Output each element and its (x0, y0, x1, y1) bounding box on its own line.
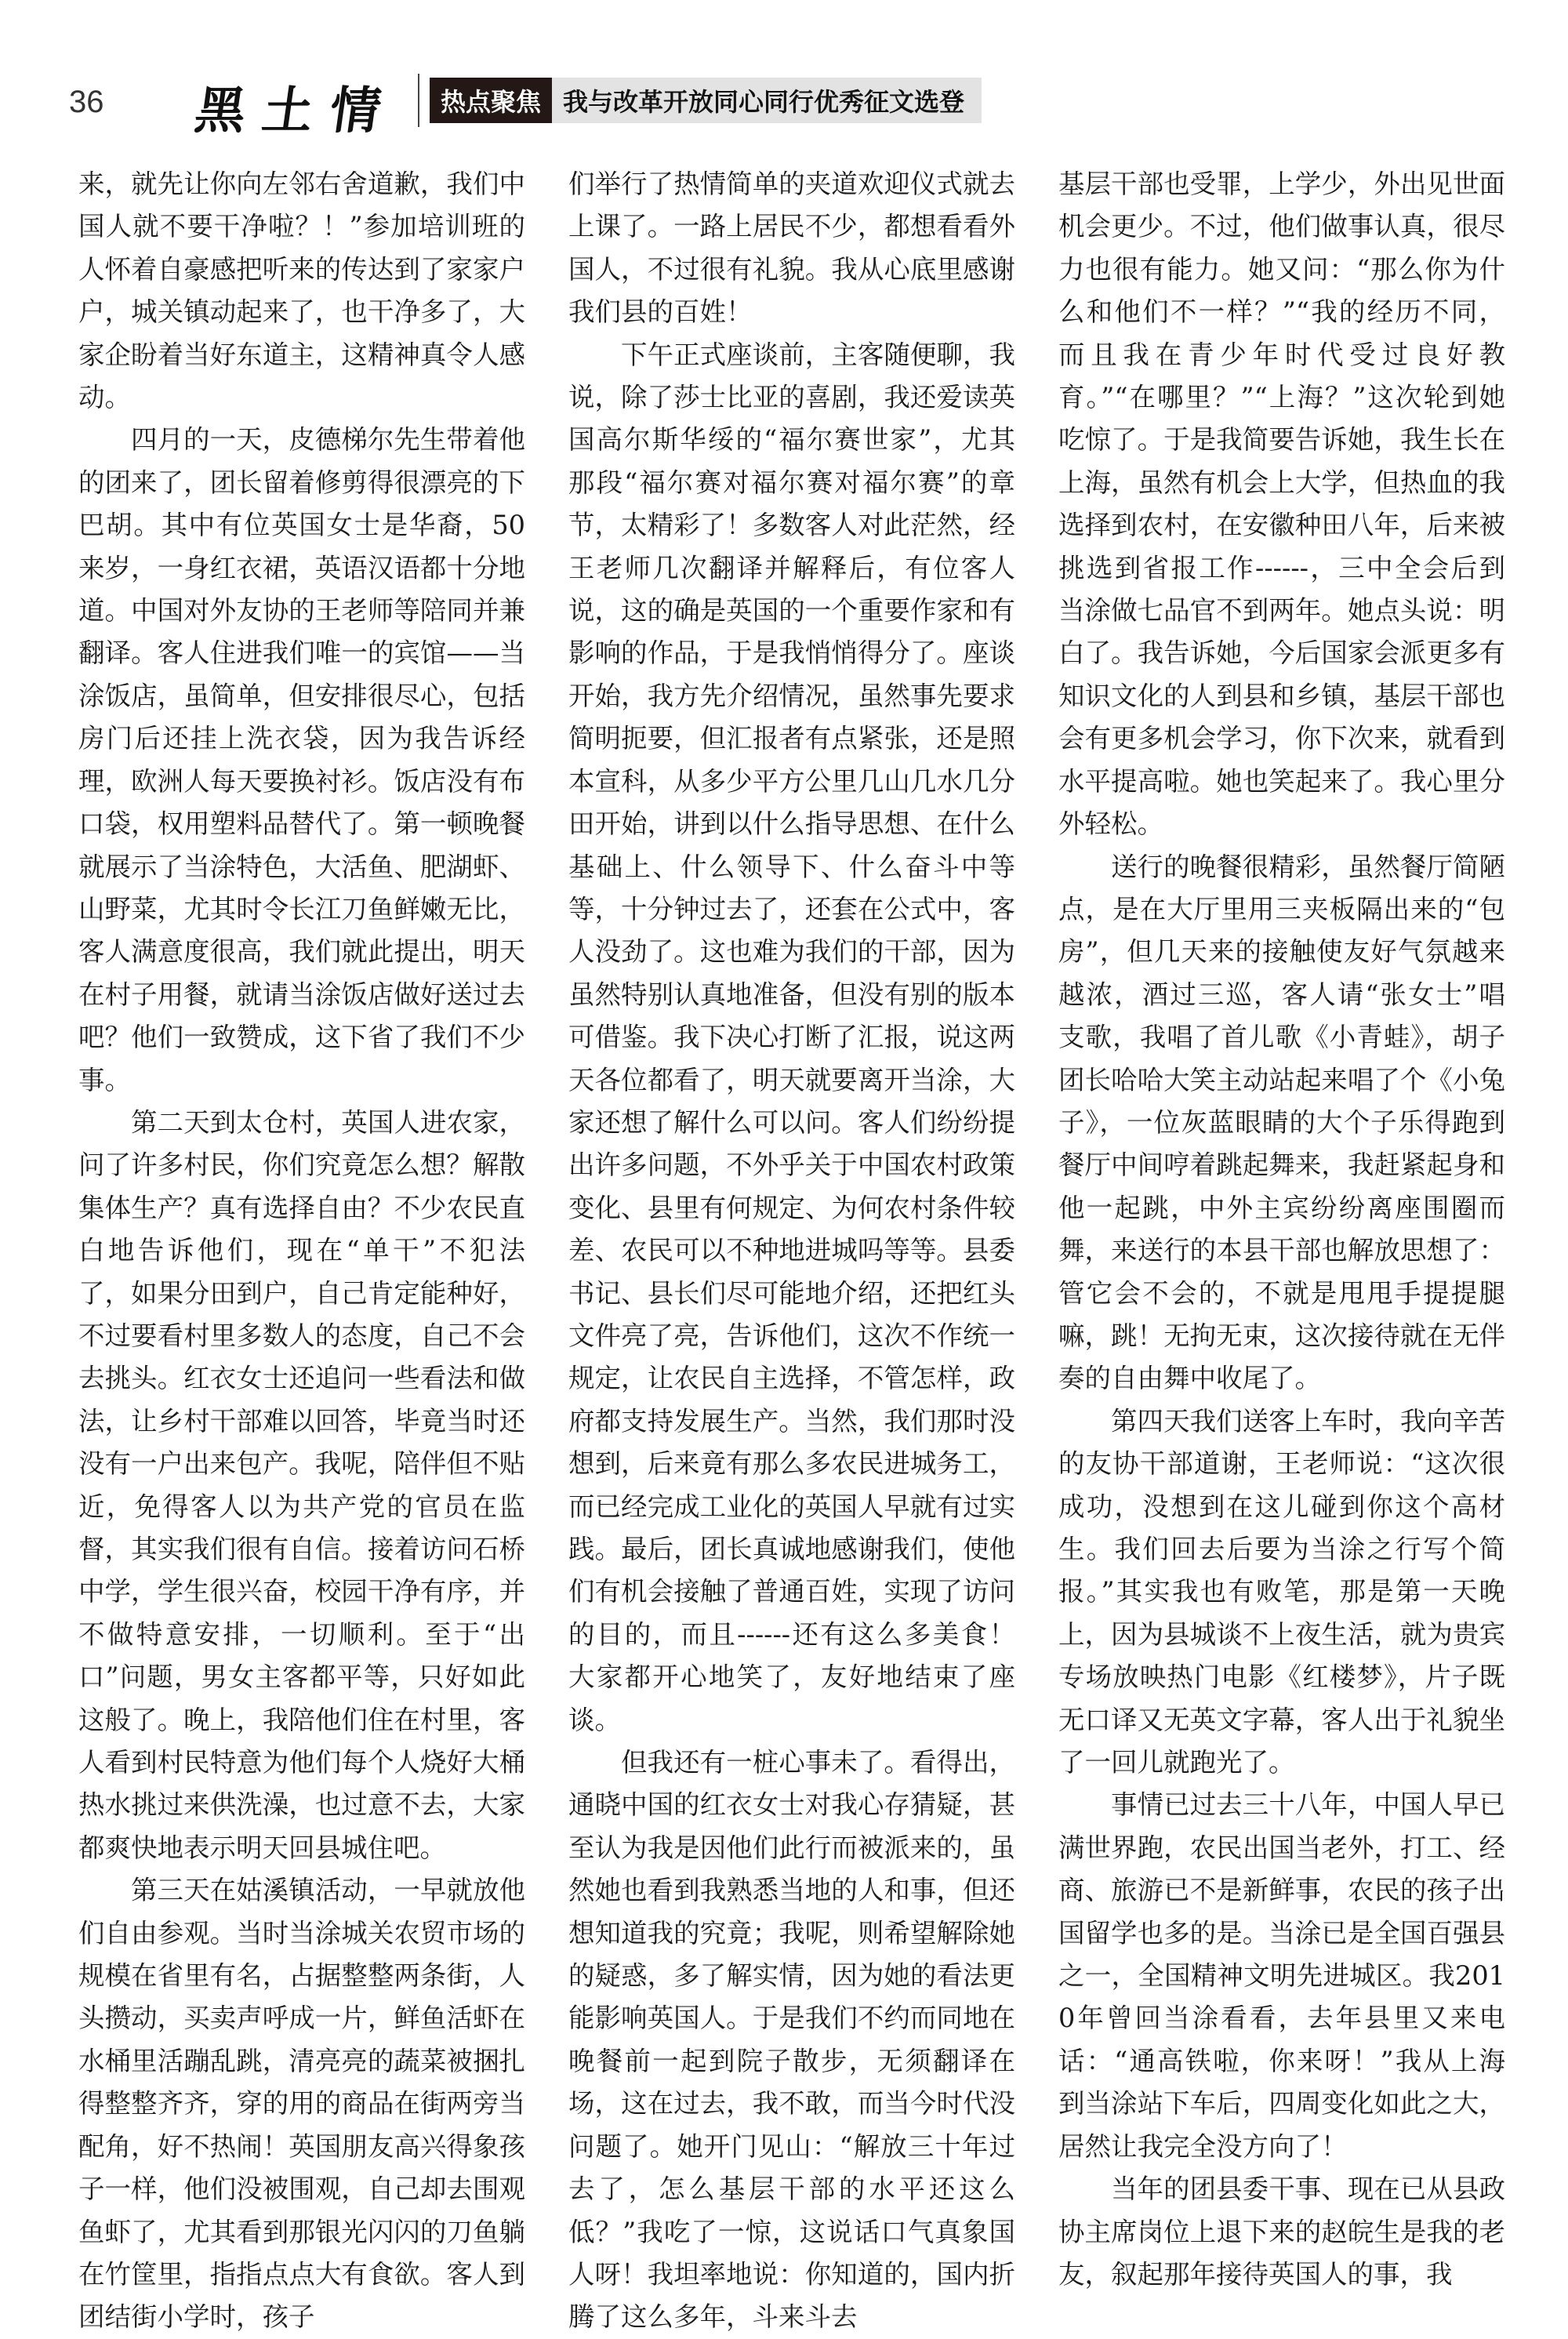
paragraph: 第四天我们送客上车时，我向辛苦的友协干部道谢，王老师说：“这次很成功，没想到在这儿碰到你这个高材生。我们回去后要为当涂之行写个简报。”其实我也有败笔，那是第一天晚上，因为县城谈不上夜生活，就为贵宾专场放映热门电影《红楼梦》，片子既无口译又无英文字幕，客人出于礼貌坐了一回儿就跑光了。 (1058, 1405, 1505, 1778)
paragraph: 来，就先让你向左邻右舍道歉，我们中国人就不要干净啦？！”参加培训班的人怀着自豪感把听来的传达到了家家户户，城关镇动起来了，也干净多了，大家企盼着当好东道主，这精神真令人感动。 (78, 169, 525, 413)
article-column-2 (568, 163, 1015, 2333)
paragraph: 第三天在姑溪镇活动，一早就放他们自由参观。当时当涂城关农贸市场的规模在省里有名，占据整整两条街，人头攒动，买卖声呼成一片，鲜鱼活虾在水桶里活蹦乱跳，清亮亮的蔬菜被捆扎得整整齐齐，穿的用的商品在街两旁当配角，好不热闹！英国朋友高兴得象孩子一样，他们没被围观，自己却去围观鱼虾了，尤其看到那银光闪闪的刀鱼躺在竹筐里，指指点点大有食欲。客人到团结街小学时，孩子 (78, 1875, 525, 2333)
paragraph: 送行的晚餐很精彩，虽然餐厅简陋点，是在大厅里用三夹板隔出来的“包房”，但几天来的接触使友好气氛越来越浓，酒过三巡，客人请“张女士”唱支歌，我唱了首儿歌《小青蛙》，胡子团长哈哈大笑主动站起来唱了个《小兔子》，一位灰蓝眼睛的大个子乐得跑到餐厅中间哼着跳起舞来，我赶紧起身和他一起跳，中外主宾纷纷离座围圈而舞，来送行的本县干部也解放思想了：管它会不会的，不就是甩甩手提提腿嘛，跳！无拘无束，这次接待就在无伴奏的自由舞中收尾了。 (1058, 851, 1505, 1394)
header-divider (418, 74, 419, 127)
paragraph: 们举行了热情简单的夹道欢迎仪式就去上课了。一路上居民不少，都想看看外国人，不过很有礼貌。我从心底里感谢我们县的百姓！ (568, 169, 1015, 328)
paragraph: 第二天到太仓村，英国人进农家，问了许多村民，你们究竟怎么想？解散集体生产？真有选择自由？不少农民直白地告诉他们，现在“单干”不犯法了，如果分田到户，自己肯定能种好，不过要看村里多数人的态度，自己不会去挑头。红衣女士还追问一些看法和做法，让乡村干部难以回答，毕竟当时还没有一户出来包产。我呢，陪伴但不贴近，免得客人以为共产党的官员在监督，其实我们很有自信。接着访问石桥中学，学生很兴奋，校园干净有序，并不做特意安排，一切顺利。至于“出口”问题，男女主客都平等，只好如此这般了。晚上，我陪他们住在村里，客人看到村民特意为他们每个人烧好大桶热水挑过来供洗澡，也过意不去，大家都爽快地表示明天回县城住吧。 (78, 1106, 525, 1863)
page-header (0, 0, 1568, 149)
article-column-1 (78, 163, 525, 2333)
section-banner (430, 78, 982, 123)
article-column-3 (1058, 163, 1505, 2290)
paragraph: 事情已过去三十八年，中国人早已满世界跑，农民出国当老外，打工、经商、旅游已不是新鲜事，农民的孩子出国留学也多的是。当涂已是全国百强县之一，全国精神文明先进城区。我2010年曾回当涂看看，去年县里又来电话：“通高铁啦，你来呀！”我从上海到当涂站下车后，四周变化如此之大，居然让我完全没方向了！ (1058, 1789, 1505, 2162)
magazine-logo: 黑土情 (191, 82, 402, 140)
paragraph: 当年的团县委干事、现在已从县政协主席岗位上退下来的赵皖生是我的老友，叙起那年接待英国人的事，我 (1058, 2174, 1505, 2290)
article-body (78, 163, 1505, 2333)
paragraph: 四月的一天，皮德梯尔先生带着他的团来了，团长留着修剪得很漂亮的下巴胡。其中有位英国女士是华裔，50来岁，一身红衣裙，英语汉语都十分地道。中国对外友协的王老师等陪同并兼翻译。客人住进我们唯一的宾馆——当涂饭店，虽简单，但安排很尽心，包括房门后还挂上洗衣袋，因为我告诉经理，欧洲人每天要换衬衫。饭店没有布口袋，权用塑料品替代了。第一顿晚餐就展示了当涂特色，大活鱼、肥湖虾、山野菜，尤其时令长江刀鱼鲜嫩无比，客人满意度很高，我们就此提出，明天在村子用餐，就请当涂饭店做好送过去吧？他们一致赞成，这下省了我们不少事。 (78, 424, 525, 1095)
paragraph: 基层干部也受罪，上学少，外出见世面机会更少。不过，他们做事认真，很尽力也很有能力。她又问：“那么你为什么和他们不一样？”“我的经历不同，而且我在青少年时代受过良好教育。”“在哪里？”“上海？”这次轮到她吃惊了。于是我简要告诉她，我生长在上海，虽然有机会上大学，但热血的我选择到农村，在安徽种田八年，后来被挑选到省报工作------，三中全会后到当涂做七品官不到两年。她点头说：明白了。我告诉她，今后国家会派更多有知识文化的人到县和乡镇，基层干部也会有更多机会学习，你下次来，就看到水平提高啦。她也笑起来了。我心里分外轻松。 (1058, 169, 1505, 840)
paragraph: 下午正式座谈前，主客随便聊，我说，除了莎士比亚的喜剧，我还爱读英国高尔斯华绥的“福尔赛世家”，尤其那段“福尔赛对福尔赛对福尔赛”的章节，太精彩了！多数客人对此茫然，经王老师几次翻译并解释后，有位客人说，这的确是英国的一个重要作家和有影响的作品，于是我悄悄得分了。座谈开始，我方先介绍情况，虽然事先要求简明扼要，但汇报者有点紧张，还是照本宣科，从多少平方公里几山几水几分田开始，讲到以什么指导思想、在什么基础上、什么领导下、什么奋斗中等等，十分钟过去了，还套在公式中，客人没劲了。这也难为我们的干部，因为虽然特别认真地准备，但没有别的版本可借鉴。我下决心打断了汇报，说这两天各位都看了，明天就要离开当涂，大家还想了解什么可以问。客人们纷纷提出许多问题，不外乎关于中国农村政策变化、县里有何规定、为何农村条件较差、农民可以不种地进城吗等等。县委书记、县长们尽可能地介绍，还把红头文件亮了亮，告诉他们，这次不作统一规定，让农民自主选择，不管怎样，政府都支持发展生产。当然，我们那时没想到，后来竟有那么多农民进城务工，而已经完成工业化的英国人早就有过实践。最后，团长真诚地感谢我们，使他们有机会接触了普通百姓，实现了访问的目的，而且------还有这么多美食！大家都开心地笑了，友好地结束了座谈。 (568, 339, 1015, 1735)
page-number: 36 (69, 85, 104, 119)
section-tag: 热点聚焦 (430, 78, 552, 123)
paragraph: 但我还有一桩心事未了。看得出，通晓中国的红衣女士对我心存猜疑，甚至认为我是因他们此行而被派来的，虽然她也看到我熟悉当地的人和事，但还想知道我的究竟；我呢，则希望解除她的疑惑，多了解实情，因为她的看法更能影响英国人。于是我们不约而同地在晚餐前一起到院子散步，无须翻译在场，这在过去，我不敢，而当今时代没问题了。她开门见山：“解放三十年过去了，怎么基层干部的水平还这么低？”我吃了一惊，这说话口气真象国人呀！我坦率地说：你知道的，国内折腾了这么多年，斗来斗去 (568, 1747, 1015, 2333)
section-subtitle: 我与改革开放同心同行优秀征文选登 (563, 87, 965, 117)
